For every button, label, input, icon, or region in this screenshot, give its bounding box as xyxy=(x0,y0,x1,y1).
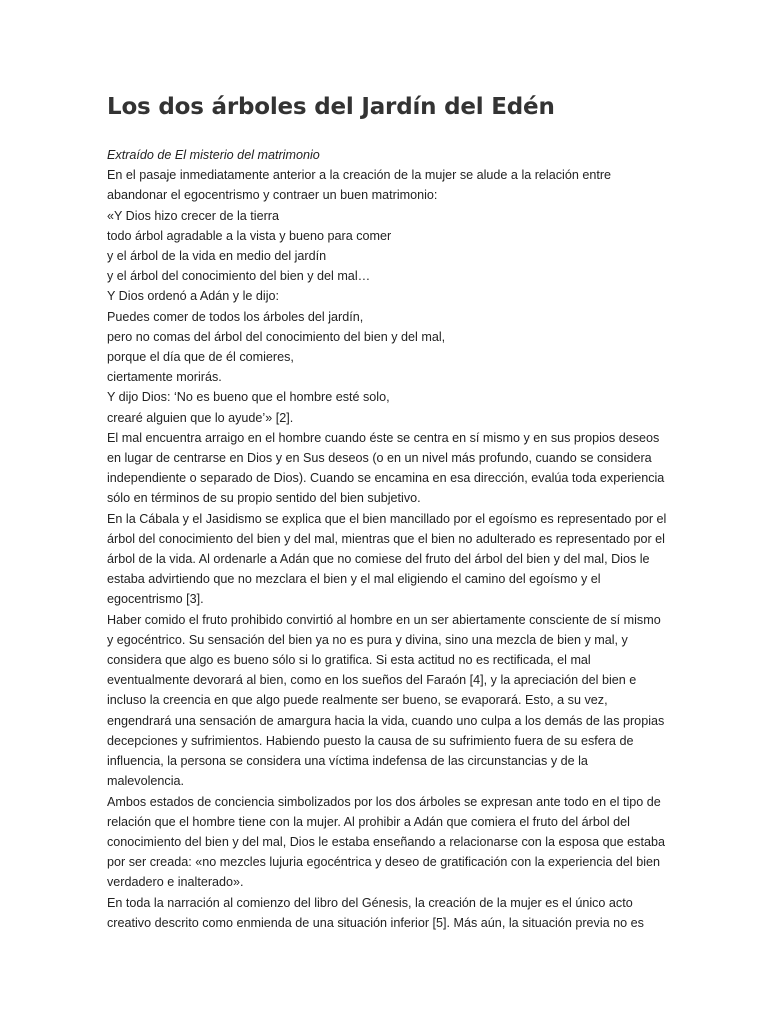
verse-line: porque el día que de él comieres, xyxy=(107,350,294,365)
verse-line: todo árbol agradable a la vista y bueno para comer xyxy=(107,228,392,243)
verse-line: crearé alguien que lo ayude’» [2]. xyxy=(107,410,294,425)
body-paragraph: Ambos estados de conciencia simbolizados por los dos árboles se expresan ante todo en el tipo de relación que el hombre tiene con la mujer. Al prohibir a Adán que comiera el fruto del árbol del conocimiento del bien y del mal, Dios le estaba enseñando a relacionarse con la esposa que estaba por ser creada: «no mezcles lujuria egocéntrica y deseo de gratificación con la experiencia del bien verdadero e inalterado». xyxy=(107,794,665,890)
intro-paragraph: En el pasaje inmediatamente anterior a la creación de la mujer se alude a la relación entre abandonar el egocentrismo y contraer un buen matrimonio: xyxy=(107,168,612,203)
body-paragraph: En la Cábala y el Jasidismo se explica que el bien mancillado por el egoísmo es representado por el árbol del conocimiento del bien y del mal, mientras que el bien no adulterado es representado por el árbol de la vida. Al ordenarle a Adán que no comiese del fruto del árbol del bien y del mal, Dios le estaba advirtiendo que no mezclara el bien y el mal eligiendo el camino del egoísmo y el egocentrismo [3]. xyxy=(107,511,667,607)
verse-line: y el árbol del conocimiento del bien y del mal… xyxy=(107,269,371,284)
body-paragraph: En toda la narración al comienzo del libro del Génesis, la creación de la mujer es el único acto creativo descrito como enmienda de una situación inferior [5]. Más aún, la situación previa no es xyxy=(107,895,644,930)
verse-line: pero no comas del árbol del conocimiento del bien y del mal, xyxy=(107,329,446,344)
verse-block xyxy=(107,206,667,428)
body-paragraph: El mal encuentra arraigo en el hombre cuando éste se centra en sí mismo y en sus propios deseos en lugar de centrarse en Dios y en Sus deseos (o en un nivel más profundo, cuando se considera independiente o separado de Dios). Cuando se encamina en esa dirección, evalúa toda experiencia sólo en términos de su propio sentido del bien subjetivo. xyxy=(107,430,665,506)
body-paragraph: Haber comido el fruto prohibido convirtió al hombre en un ser abiertamente consciente de sí mismo y egocéntrico. Su sensación del bien ya no es pura y divina, sino una mezcla de bien y mal, y considera que algo es bueno sólo si lo gratifica. Si esta actitud no es rectificada, el mal eventualmente devorará al bien, como en los sueños del Faraón [4], y la apreciación del bien e incluso la creencia en que algo puede realmente ser bueno, se evaporará. Esto, a su vez, engendrará una sensación de amargura hacia la vida, cuando uno culpa a los demás de las propias decepciones y sufrimientos. Habiendo puesto la causa de su sufrimiento fuera de su esfera de influencia, la persona se considera una víctima indefensa de las circunstancias y de la malevolencia. xyxy=(107,612,665,789)
article-title: Los dos árboles del Jardín del Edén xyxy=(107,94,555,120)
verse-line: ciertamente morirás. xyxy=(107,370,222,385)
verse-line: «Y Dios hizo crecer de la tierra xyxy=(107,208,279,223)
verse-line: Y dijo Dios: ‘No es bueno que el hombre esté solo, xyxy=(107,390,390,405)
verse-line: Puedes comer de todos los árboles del jardín, xyxy=(107,309,364,324)
verse-line: y el árbol de la vida en medio del jardín xyxy=(107,249,327,264)
verse-line: Y Dios ordenó a Adán y le dijo: xyxy=(107,289,279,304)
article-body xyxy=(107,145,667,933)
article-subtitle: Extraído de El misterio del matrimonio xyxy=(107,148,320,162)
